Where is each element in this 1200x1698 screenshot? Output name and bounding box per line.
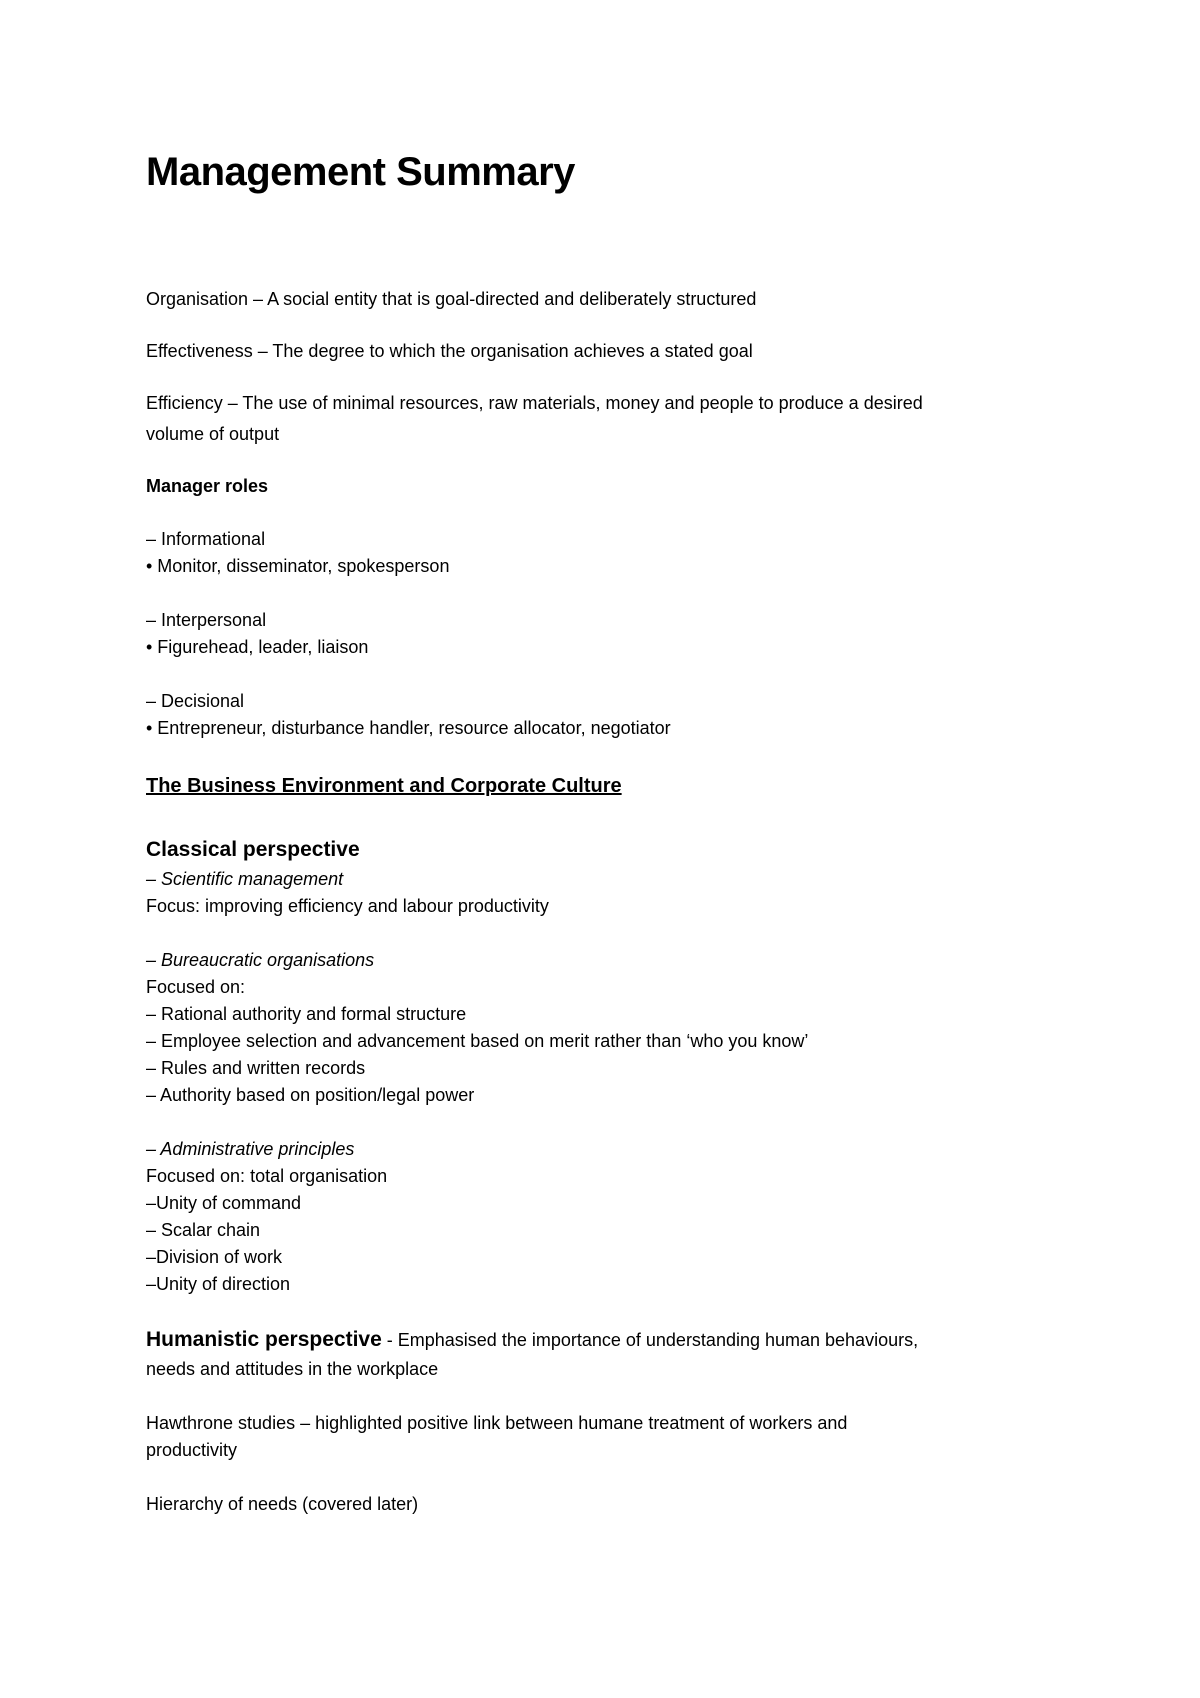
hawthorne-line2: productivity bbox=[146, 1440, 238, 1460]
bureaucratic-label: – Bureaucratic organisations bbox=[146, 950, 375, 970]
bureaucratic-focus: Focused on: bbox=[146, 977, 246, 997]
humanistic-description: - Emphasised the importance of understanding human behaviours, bbox=[381, 1330, 919, 1350]
administrative-point: –Division of work bbox=[146, 1247, 283, 1267]
classical-heading: Classical perspective bbox=[146, 838, 360, 861]
definition-efficiency-line1: Efficiency – The use of minimal resources, raw materials, money and people to produce a desired bbox=[146, 393, 923, 413]
hierarchy-of-needs: Hierarchy of needs (covered later) bbox=[146, 1494, 419, 1514]
administrative-point: –Unity of command bbox=[146, 1193, 302, 1213]
administrative-point: – Scalar chain bbox=[146, 1220, 261, 1240]
role-group-items: • Figurehead, leader, liaison bbox=[146, 637, 369, 657]
humanistic-description-line2: needs and attitudes in the workplace bbox=[146, 1359, 439, 1379]
bureaucratic-point: – Employee selection and advancement based on merit rather than ‘who you know’ bbox=[146, 1031, 809, 1051]
administrative-focus: Focused on: total organisation bbox=[146, 1166, 388, 1186]
role-group-name: – Decisional bbox=[146, 691, 245, 711]
role-group-name: – Interpersonal bbox=[146, 610, 267, 630]
administrative-point: –Unity of direction bbox=[146, 1274, 291, 1294]
scientific-management-label: – Scientific management bbox=[146, 869, 344, 889]
definition-efficiency-line2: volume of output bbox=[146, 424, 280, 444]
definition-effectiveness: Effectiveness – The degree to which the organisation achieves a stated goal bbox=[146, 341, 753, 361]
scientific-management-focus: Focus: improving efficiency and labour productivity bbox=[146, 896, 549, 916]
section-heading: The Business Environment and Corporate Culture bbox=[146, 775, 622, 797]
hawthorne-line1: Hawthrone studies – highlighted positive link between humane treatment of workers and bbox=[146, 1413, 848, 1433]
role-group-name: – Informational bbox=[146, 529, 266, 549]
role-group-items: • Monitor, disseminator, spokesperson bbox=[146, 556, 450, 576]
page-title: Management Summary bbox=[146, 150, 575, 194]
manager-roles-heading: Manager roles bbox=[146, 476, 269, 496]
bureaucratic-point: – Rules and written records bbox=[146, 1058, 366, 1078]
administrative-label: – Administrative principles bbox=[146, 1139, 355, 1159]
role-group-items: • Entrepreneur, disturbance handler, resource allocator, negotiator bbox=[146, 718, 671, 738]
bureaucratic-point: – Rational authority and formal structure bbox=[146, 1004, 467, 1024]
definition-organisation: Organisation – A social entity that is goal-directed and deliberately structured bbox=[146, 289, 757, 309]
humanistic-heading: Humanistic perspective bbox=[146, 1328, 382, 1351]
bureaucratic-point: – Authority based on position/legal power bbox=[146, 1085, 475, 1105]
humanistic-paragraph bbox=[146, 1327, 918, 1353]
